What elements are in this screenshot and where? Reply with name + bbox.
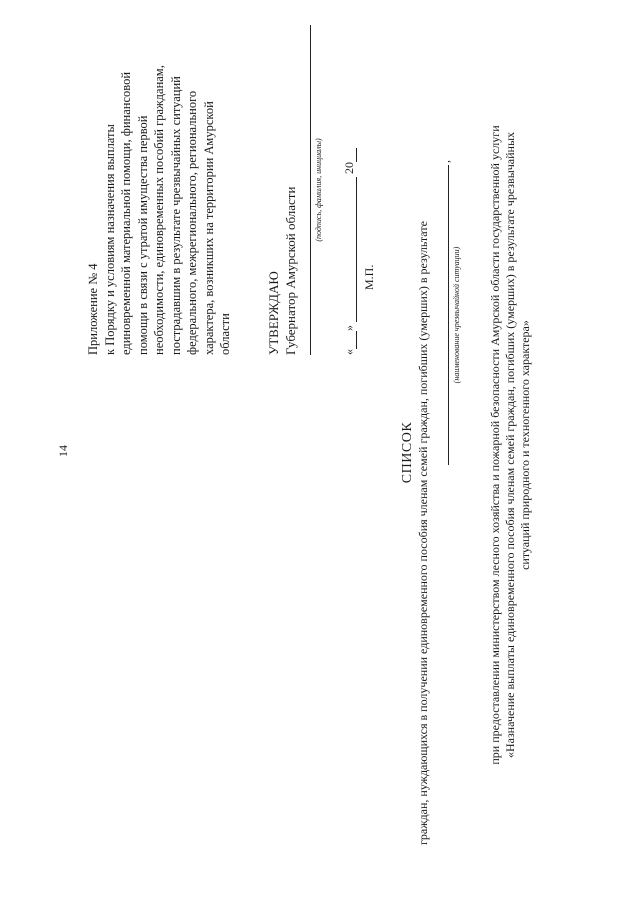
year-blank [356,148,357,162]
appendix-line: помощи в связи с утратой имущества первой [135,115,150,355]
provision-text [488,45,533,845]
date-open-quote: « [342,349,356,355]
document-title: СПИСОК [400,421,415,484]
appendix-header [85,25,234,355]
appendix-line: необходимости, единовременных пособий гражданам, [152,65,166,355]
provision-line: «Назначение выплаты единовременного пособия членам семей граждан, погибших (умерших) в результате чрезвычайных [503,131,517,759]
year-prefix: 20 [342,162,356,174]
provision-line: при предоставлении министерством лесного хозяйства и пожарной безопасности Амурской области государственной услуги [488,125,502,765]
month-blank [356,177,357,322]
appendix-line: федерального, межрегионального, регионального [185,90,199,355]
emergency-name-line [448,165,449,465]
day-blank [356,331,357,349]
emergency-caption: (наименование чрезвычайной ситуации) [452,246,461,384]
provision-line: ситуаций природного и техногенного характера» [518,320,532,570]
appendix-line: характера, возникших на территории Амурской [201,101,216,355]
date-close-quote: » [342,325,356,331]
appendix-line: пострадавшим в результате чрезвычайных ситуаций [168,76,183,355]
approval-position: Губернатор Амурской области [283,186,298,355]
approval-block [265,55,299,355]
approval-date [342,25,357,355]
appendix-line: области [218,313,232,355]
signature-caption: (подпись, фамилия, инициалы) [314,138,323,242]
seal-place: М.П. [362,264,376,290]
signature-line [310,25,311,355]
emergency-comma: , [438,160,452,163]
appendix-line: Приложение № 4 [86,263,100,355]
approval-heading: УТВЕРЖДАЮ [266,271,281,355]
page-number: 14 [56,445,70,457]
appendix-line: единовременной материальной помощи, финансовой [119,71,133,355]
appendix-line: к Порядку и условиям назначения выплаты [102,124,117,355]
document-intro: граждан, нуждающихся в получении единовременного пособия членам семей граждан, погибших (умерших) в результате [416,221,430,845]
